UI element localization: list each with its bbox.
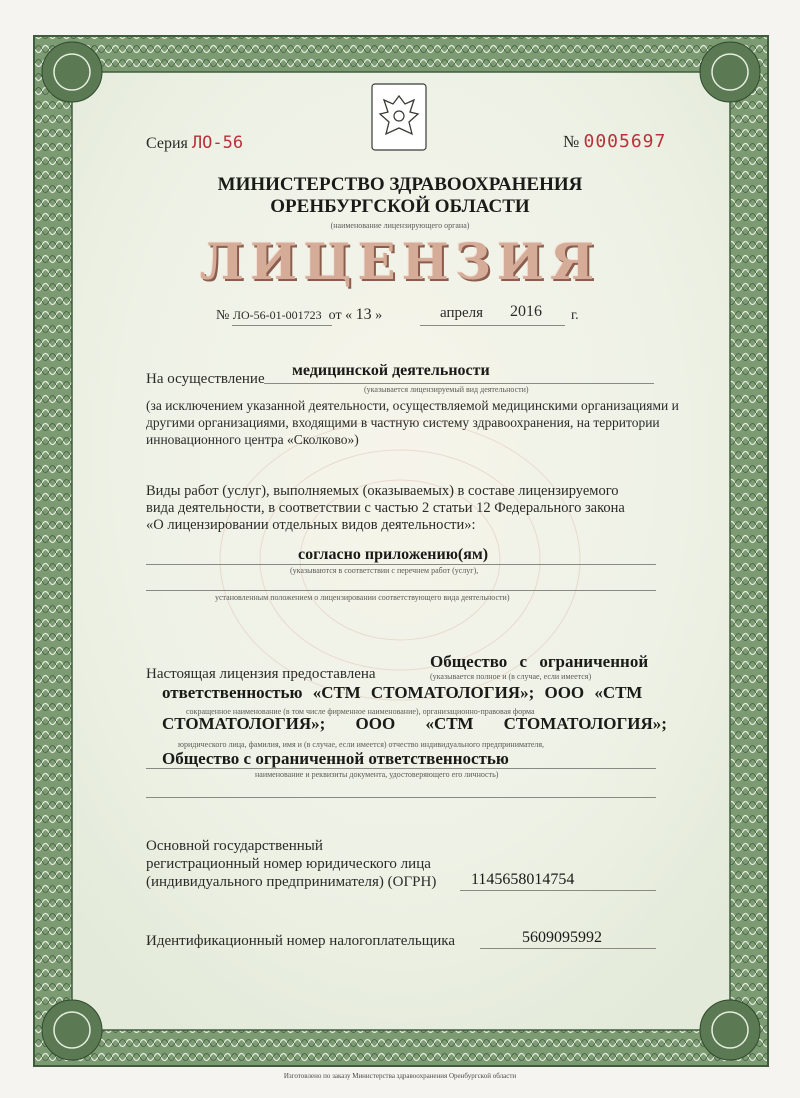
license-day: 13 [355,306,372,323]
license-no-value: ЛО-56-01-001723 [232,308,322,322]
inn-label: Идентификационный номер налогоплательщика [146,933,456,949]
holder-value-1: Общество с ограниченной [430,652,649,671]
ogrn-line-1: Основной государственный [146,838,323,854]
inn-value: 5609095992 [522,929,602,946]
series-block [146,133,243,153]
ogrn-line-2: регистрационный номер юридического лица [146,856,431,872]
ogrn-line-3: (индивидуального предпринимателя) (ОГРН) [146,874,437,890]
holder-value-2: ответственностью «СТМ СТОМАТОЛОГИЯ»; ООО «СТМ [162,683,643,702]
number-block [563,131,666,152]
footer-printer-note: Изготовлено по заказу Министерства здравоохранения Оренбургской области [283,1072,517,1080]
works-line-3: «О лицензировании отдельных видов деятельности»: [146,517,476,533]
series-value: ЛО-56 [191,133,244,153]
activity-value: медицинской деятельности [292,362,490,379]
license-year-suffix: г. [571,308,579,323]
number-value: 0005697 [583,131,667,152]
issuer-line2: ОРЕНБУРГСКОЙ ОБЛАСТИ [270,196,530,217]
holder-label: Настоящая лицензия предоставлена [146,666,376,682]
works-value: согласно приложению(ям) [298,546,489,563]
license-from: от « [328,308,353,323]
license-month: апреля [440,305,484,321]
holder-caption-1: (указывается полное и (в случае, если имеется) [430,672,592,681]
license-close: » [375,308,383,323]
issuer-line1: МИНИСТЕРСТВО ЗДРАВООХРАНЕНИЯ [217,174,583,195]
activity-caption: (указывается лицензируемый вид деятельности) [364,385,529,394]
number-label: № [563,132,580,151]
document-title: ЛИЦЕНЗИЯ [199,232,601,291]
coat-of-arms-icon [372,84,426,150]
activity-label: На осуществление [146,371,265,387]
license-year: 2016 [510,303,542,320]
works-caption-2: установленным положением о лицензировании соответствующего вида деятельности) [215,593,510,602]
works-caption-1: (указываются в соответствии с перечнем работ (услуг), [290,566,479,575]
series-label: Серия [146,135,188,152]
issuer-caption: (наименование лицензирующего органа) [330,221,470,230]
ogrn-value: 1145658014754 [471,871,575,888]
activity-note-3: инновационного центра «Сколково») [146,432,359,447]
holder-value-3: СТОМАТОЛОГИЯ»; ООО «СТМ СТОМАТОЛОГИЯ»; [162,714,667,733]
works-line-1: Виды работ (услуг), выполняемых (оказываемых) в составе лицензируемого [146,483,619,499]
holder-caption-4: наименование и реквизиты документа, удостоверяющего его личность) [255,770,499,779]
holder-caption-2: сокращенное наименование (в том числе фирменное наименование), организационно-правовая форма [186,707,535,716]
license-no-label: № [216,308,230,323]
activity-note-2: другими организациями, входящими в частную систему здравоохранения, на территории [146,415,660,430]
license-number-row [216,306,382,324]
holder-value-4: Общество с ограниченной ответственностью [162,749,509,768]
holder-caption-3: юридического лица, фамилия, имя и (в случае, если имеется) отчество индивидуального предпринимателя, [178,740,545,749]
works-line-2: вида деятельности, в соответствии с частью 2 статьи 12 Федерального закона [146,500,625,516]
activity-note-1: (за исключением указанной деятельности, осуществляемой медицинскими организациями и [146,398,679,413]
